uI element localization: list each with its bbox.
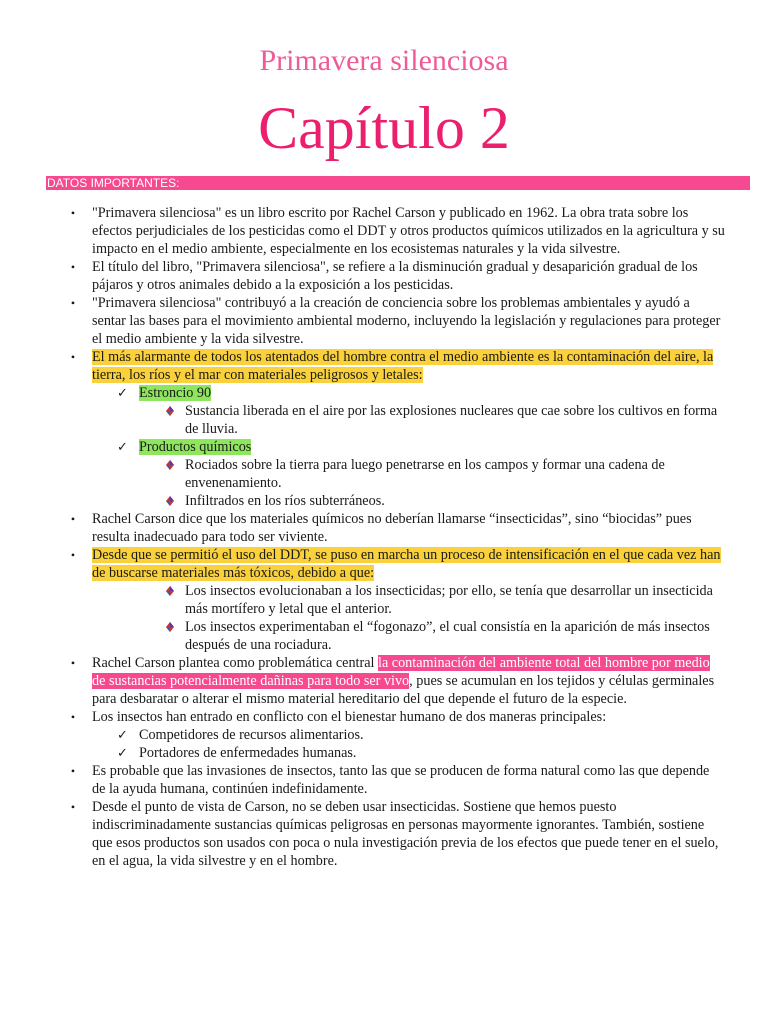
chapter-title: Capítulo 2	[258, 95, 510, 161]
list-item	[70, 258, 725, 294]
item-text: El título del libro, "Primavera silenciosa", se refiere a la disminución gradual y desaparición gradual de los pájaros y otros animales debido a la exposición a los pesticidas.	[92, 259, 698, 293]
diamond-arrow-icon	[165, 621, 175, 633]
list-item	[70, 348, 725, 384]
item-text: Rociados sobre la tierra para luego penetrarse en los campos y formar una cadena de envenenamiento.	[185, 457, 665, 491]
list-item	[70, 510, 725, 546]
list-item	[70, 708, 725, 726]
item-text: Portadores de enfermedades humanas.	[139, 745, 357, 761]
sub-sub-list-item	[185, 456, 725, 492]
list-item	[70, 654, 725, 708]
highlighted-text: la contaminación del ambiente total del hombre por medio de sustancias potencialmente dañinas para todo ser vivo	[92, 655, 710, 689]
list-item	[70, 798, 725, 870]
item-text: Rachel Carson plantea como problemática central	[92, 655, 378, 671]
item-text: Desde el punto de vista de Carson, no se deben usar insecticidas. Sostiene que hemos puesto indiscriminadamente sustancias químicas peligrosas en personas mayormente ignorantes. También, sostiene que esos productos son usados con poca o nula investigación previa de los efectos que puede tener en el suelo, en el agua, la vida silvestre y en el hombre.	[92, 799, 719, 869]
bullet-icon: •	[70, 710, 76, 724]
item-text: Es probable que las invasiones de insectos, tanto las que se producen de forma natural como las que depende de la ayuda humana, continúen indefinidamente.	[92, 763, 710, 797]
list-item	[70, 294, 725, 348]
sub-list-item	[117, 726, 725, 744]
checkmark-icon: ✓	[117, 727, 128, 742]
item-text: Rachel Carson dice que los materiales químicos no deberían llamarse “insecticidas”, sino “biocidas” pues resulta inadecuado para todo ser viviente.	[92, 511, 692, 545]
bullet-icon: •	[70, 260, 76, 274]
diamond-arrow-icon	[165, 459, 175, 471]
item-text: Los insectos evolucionaban a los insecticidas; por ello, se tenía que desarrollar un insecticida más mortífero y letal que el anterior.	[185, 583, 713, 617]
bullet-icon: •	[70, 656, 76, 670]
highlighted-text: Productos químicos	[139, 439, 252, 455]
sub-list-item	[117, 744, 725, 762]
document-subtitle: Primavera silenciosa	[259, 44, 509, 77]
notes-list	[70, 204, 725, 870]
sub-sub-list-item	[185, 492, 725, 510]
bullet-icon: •	[70, 350, 76, 364]
sub-sub-list-item	[185, 618, 725, 654]
item-text: , pues se acumulan en los tejidos y células germinales para desbaratar o alterar el mismo material hereditario del que depende el futuro de la especie.	[92, 673, 715, 707]
item-text: "Primavera silenciosa" es un libro escrito por Rachel Carson y publicado en 1962. La obra trata sobre los efectos perjudiciales de los pesticidas como el DDT y otros productos químicos utilizados en la agricultura y su impacto en el medio ambiente, especialmente en los ecosistemas naturales y la vida silvestre.	[92, 205, 725, 257]
highlighted-text: El más alarmante de todos los atentados del hombre contra el medio ambiente es la contaminación del aire, la tierra, los ríos y el mar con materiales peligrosos y letales:	[92, 349, 714, 383]
checkmark-icon: ✓	[117, 385, 128, 400]
item-text: Sustancia liberada en el aire por las explosiones nucleares que cae sobre los cultivos en forma de lluvia.	[185, 403, 718, 437]
bullet-icon: •	[70, 764, 76, 778]
item-text: Infiltrados en los ríos subterráneos.	[185, 493, 385, 509]
sub-list-item	[117, 384, 725, 402]
highlighted-text: Estroncio 90	[139, 385, 212, 401]
item-text: Los insectos han entrado en conflicto con el bienestar humano de dos maneras principales:	[92, 709, 607, 725]
checkmark-icon: ✓	[117, 745, 128, 760]
highlighted-text: Desde que se permitió el uso del DDT, se puso en marcha un proceso de intensificación en el que cada vez han de buscarse materiales más tóxicos, debido a que:	[92, 547, 721, 581]
item-text: Los insectos experimentaban el “fogonazo”, el cual consistía en la aparición de más insectos después de una rociadura.	[185, 619, 710, 653]
bullet-icon: •	[70, 512, 76, 526]
bullet-icon: •	[70, 548, 76, 562]
section-heading: DATOS IMPORTANTES:	[46, 176, 750, 190]
diamond-arrow-icon	[165, 495, 175, 507]
bullet-icon: •	[70, 296, 76, 310]
diamond-arrow-icon	[165, 585, 175, 597]
sub-sub-list-item	[185, 582, 725, 618]
list-item	[70, 546, 725, 582]
sub-sub-list-item	[185, 402, 725, 438]
item-text: "Primavera silenciosa" contribuyó a la creación de conciencia sobre los problemas ambientales y ayudó a sentar las bases para el movimiento ambiental moderno, incluyendo la legislación y regulaciones para proteger el medio ambiente y la vida silvestre.	[92, 295, 721, 347]
checkmark-icon: ✓	[117, 439, 128, 454]
list-item	[70, 762, 725, 798]
item-text: Competidores de recursos alimentarios.	[139, 727, 364, 743]
list-item	[70, 204, 725, 258]
diamond-arrow-icon	[165, 405, 175, 417]
bullet-icon: •	[70, 800, 76, 814]
bullet-icon: •	[70, 206, 76, 220]
sub-list-item	[117, 438, 725, 456]
